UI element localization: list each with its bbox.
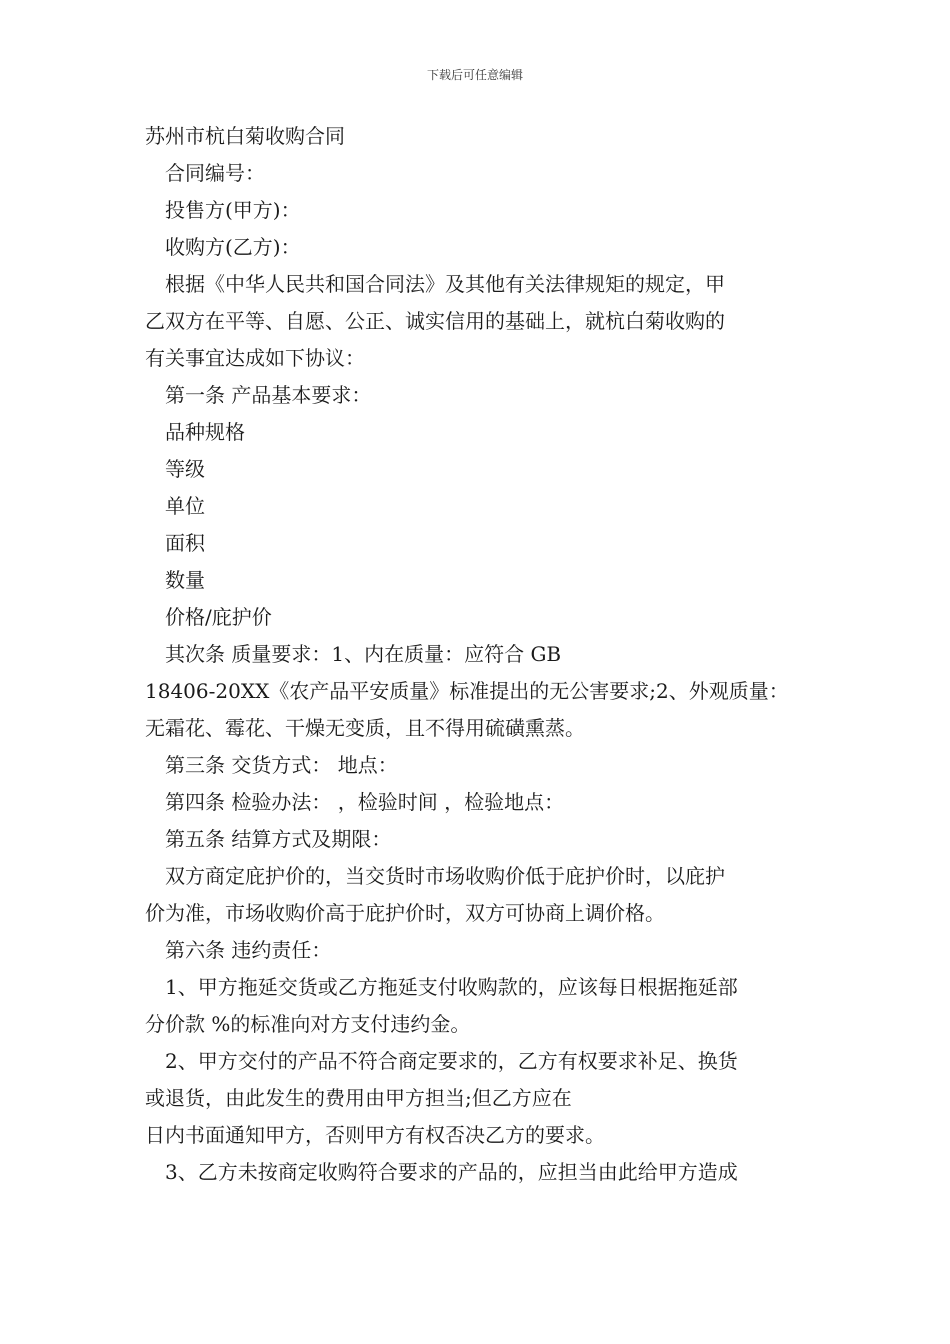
- contract-number-line: 合同编号：: [165, 161, 265, 185]
- article-heading: 第一条 产品基本要求：: [165, 383, 372, 407]
- paragraph-line: 有关事宜达成如下协议：: [145, 346, 365, 370]
- paragraph-line: 无霜花、霉花、干燥无变质，且不得用硫磺熏蒸。: [145, 716, 585, 740]
- paragraph-line: 乙双方在平等、自愿、公正、诚实信用的基础上，就杭白菊收购的: [145, 309, 725, 333]
- paragraph-line: 18406-20XX《农产品平安质量》标准提出的无公害要求;2、外观质量：: [145, 679, 789, 703]
- article-heading: 第六条 违约责任：: [165, 938, 332, 962]
- paragraph-line: 分价款 %的标准向对方支付违约金。: [145, 1012, 471, 1036]
- seller-line: 投售方(甲方)：: [165, 198, 301, 222]
- paragraph-line: 2、甲方交付的产品不符合商定要求的，乙方有权要求补足、换货: [165, 1049, 738, 1073]
- paragraph-line: 或退货，由此发生的费用由甲方担当;但乙方应在: [145, 1086, 572, 1110]
- list-item: 等级: [165, 457, 205, 481]
- paragraph-line: 3、乙方未按商定收购符合要求的产品的，应担当由此给甲方造成: [165, 1160, 738, 1184]
- paragraph-line: 价为准，市场收购价高于庇护价时，双方可协商上调价格。: [145, 901, 665, 925]
- list-item: 价格/庇护价: [165, 605, 272, 629]
- buyer-line: 收购方(乙方)：: [165, 235, 301, 259]
- article-heading: 第三条 交货方式： 地点：: [165, 753, 398, 777]
- article-heading: 其次条 质量要求：1、内在质量：应符合 GB: [165, 642, 562, 666]
- list-item: 品种规格: [165, 420, 245, 444]
- list-item: 数量: [165, 568, 205, 592]
- page-header: 下载后可任意编辑: [426, 68, 523, 82]
- paragraph-line: 根据《中华人民共和国合同法》及其他有关法律规矩的规定，甲: [165, 272, 725, 296]
- paragraph-line: 日内书面通知甲方，否则甲方有权否决乙方的要求。: [145, 1123, 605, 1147]
- paragraph-line: 双方商定庇护价的，当交货时市场收购价低于庇护价时，以庇护: [165, 864, 725, 888]
- document-title: 苏州市杭白菊收购合同: [145, 124, 345, 148]
- list-item: 单位: [165, 494, 205, 518]
- article-heading: 第四条 检验办法： ，检验时间 ，检验地点：: [165, 790, 565, 814]
- paragraph-line: 1、甲方拖延交货或乙方拖延支付收购款的，应该每日根据拖延部: [165, 975, 738, 999]
- list-item: 面积: [165, 531, 205, 555]
- article-heading: 第五条 结算方式及期限：: [165, 827, 392, 851]
